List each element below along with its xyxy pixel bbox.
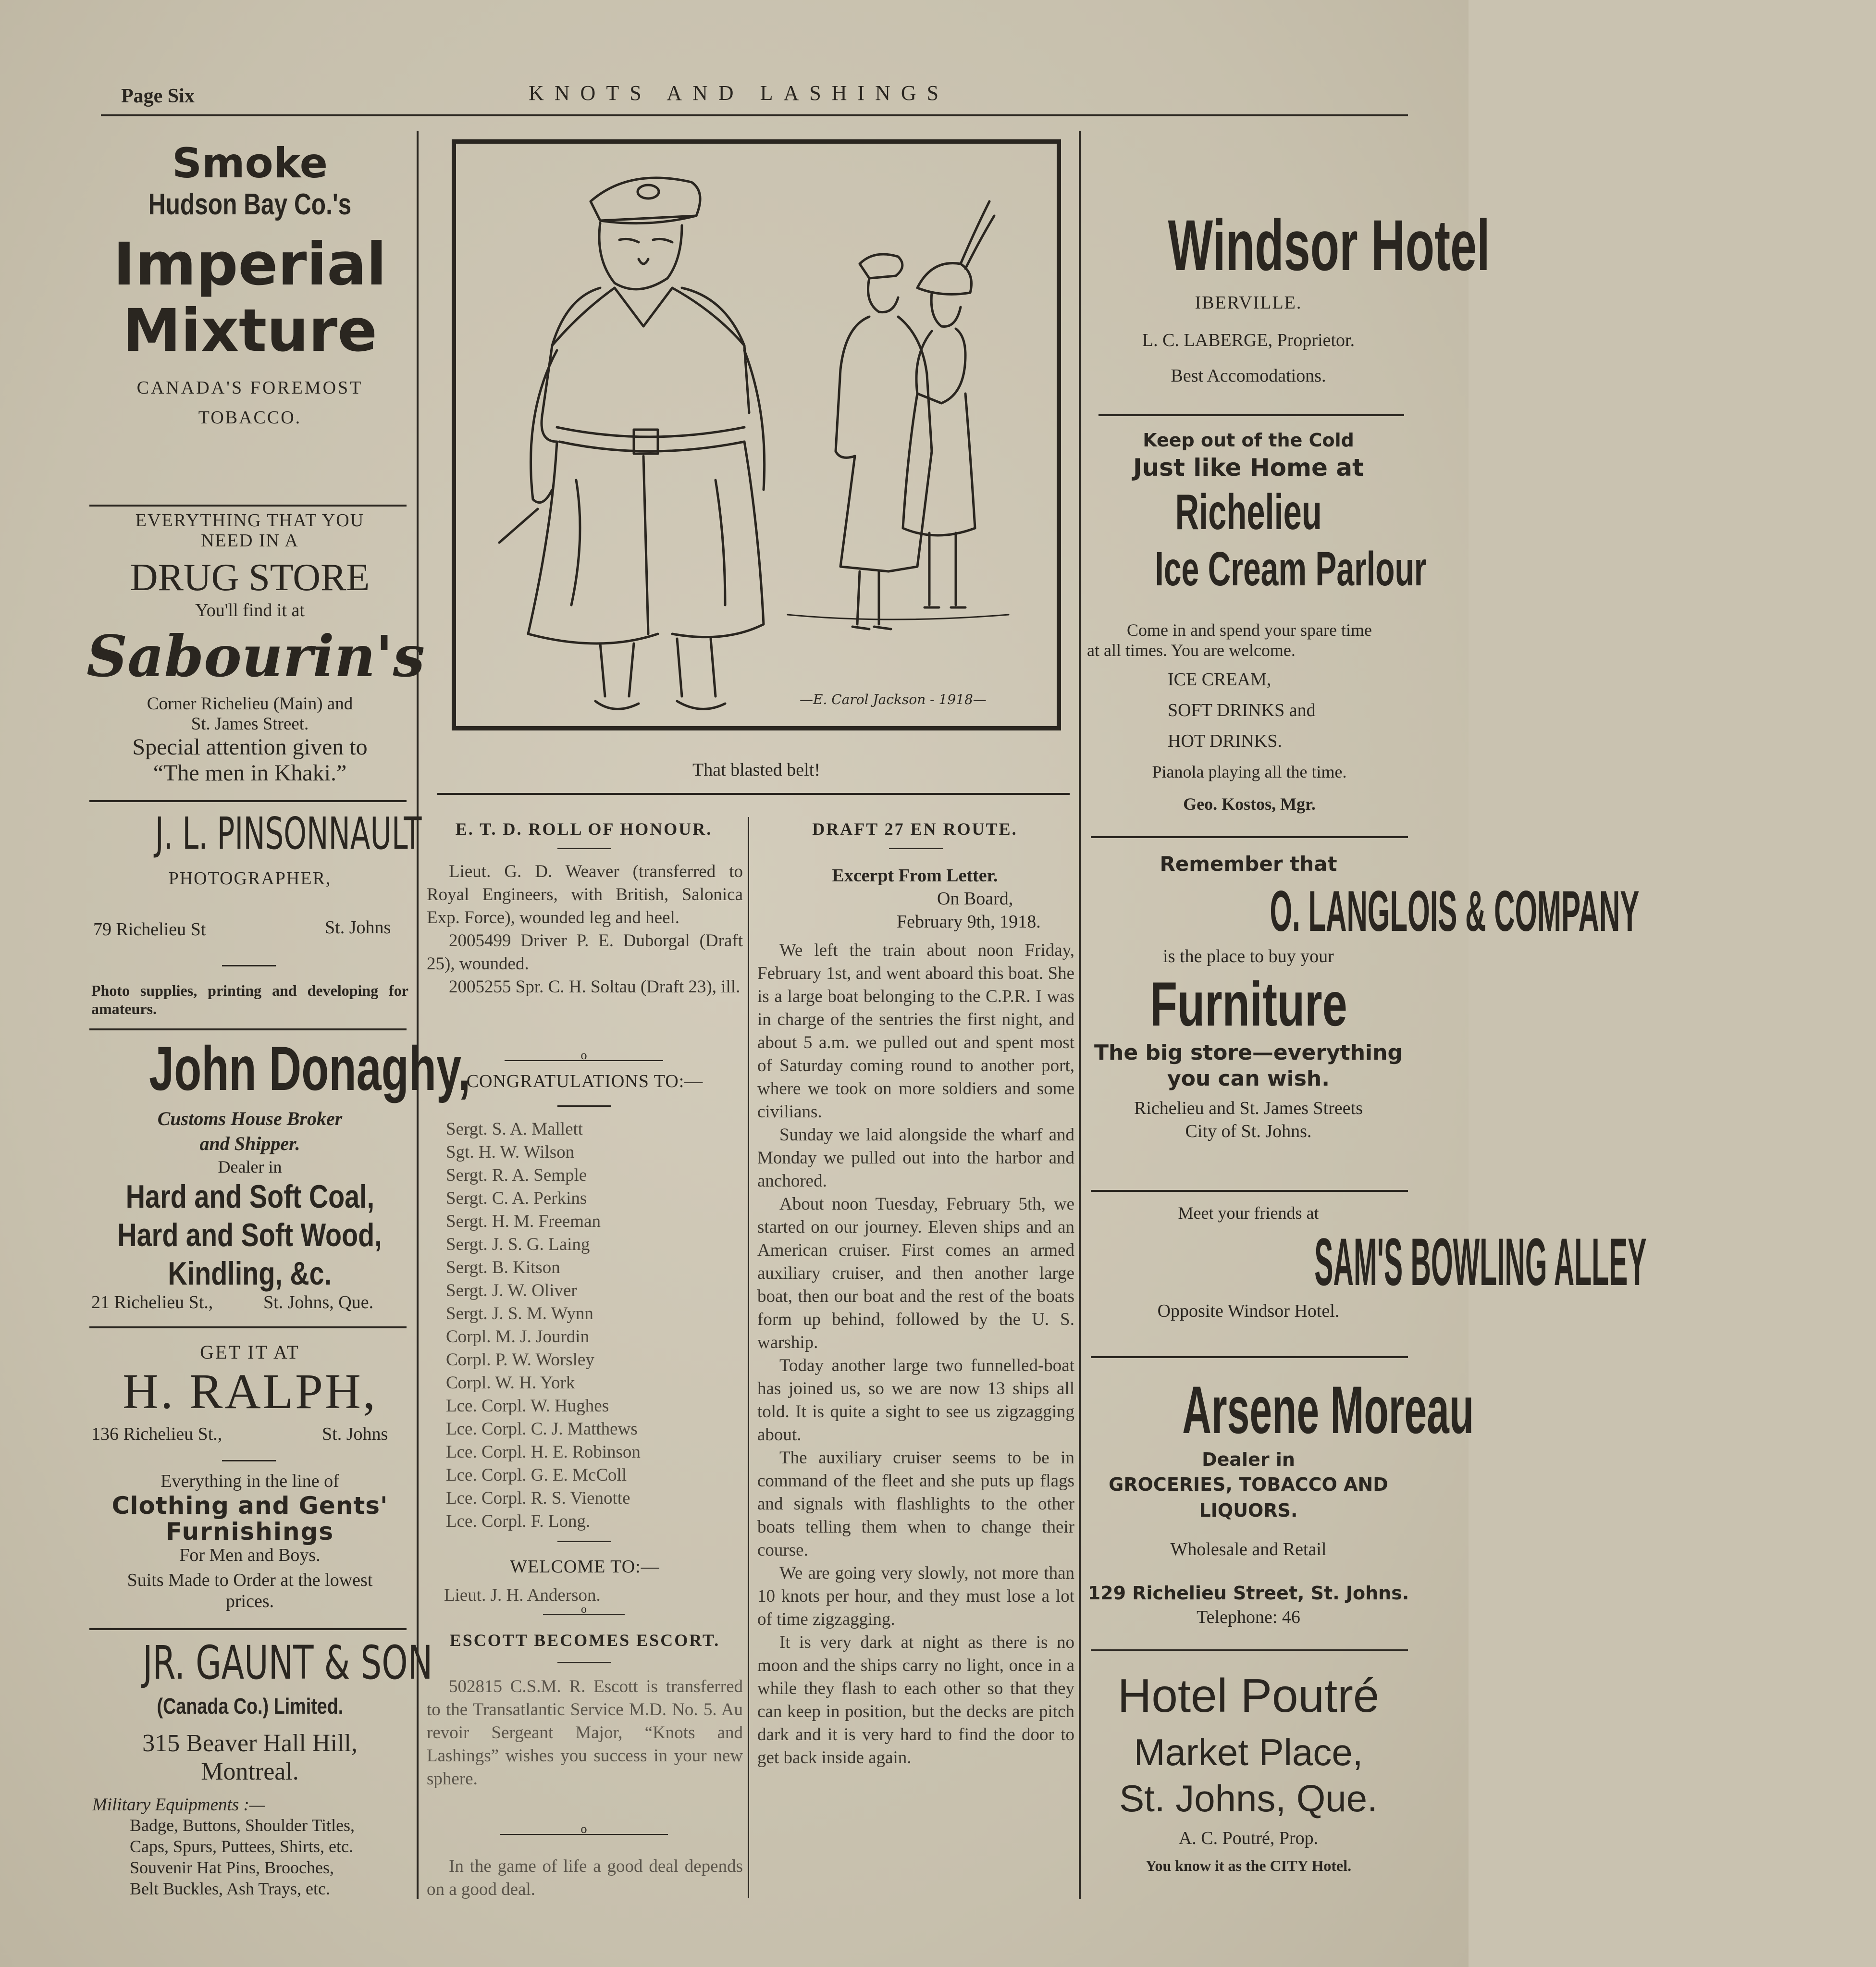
ad-bowling (1085, 1201, 1647, 1323)
rule-left-2 (89, 800, 407, 802)
congrats-name: Sergt. C. A. Perkins (446, 1188, 587, 1208)
ad-windsor-line2: L. C. LABERGE, Proprietor. (1142, 330, 1355, 350)
draft-line2: February 9th, 1918. (897, 912, 1041, 932)
ad-donaghy-line1: Customs House Broker (157, 1108, 343, 1129)
congrats-name: Lce. Corpl. F. Long. (446, 1511, 591, 1531)
ad-poutre-name: Hotel Poutré (1117, 1669, 1380, 1722)
cartoon-signature: —E. Carol Jackson - 1918— (800, 692, 987, 707)
congrats-heading: CONGRATULATIONS TO:— (466, 1071, 704, 1091)
rule-right-3 (1091, 1190, 1408, 1192)
ad-pinsonnault-addr: 79 Richelieu St (93, 919, 206, 940)
ad-smoke-line1: Smoke (172, 139, 328, 187)
ad-gaunt-line7: Souvenir Hat Pins, Brooches, (130, 1858, 334, 1877)
ad-moreau-line3: LIQUORS. (1199, 1500, 1298, 1521)
congrats-name: Sgt. H. W. Wilson (446, 1142, 575, 1162)
ad-drug-line7: St. James Street. (191, 714, 309, 734)
congrats-name: Lce. Corpl. H. E. Robinson (446, 1442, 641, 1462)
congrats-name: Corpl. P. W. Worsley (446, 1350, 594, 1370)
draft-body (757, 939, 1074, 1769)
ad-drug-line8: Special attention given to (132, 734, 368, 760)
ad-moreau-line1: Dealer in (1202, 1449, 1295, 1470)
ad-smoke (86, 139, 413, 428)
ad-ralph-addr: 136 Richelieu St., (91, 1424, 222, 1444)
ad-langlois-line2: is the place to buy your (1163, 946, 1334, 966)
ad-richelieu-line9: HOT DRINKS. (1168, 731, 1282, 751)
ad-drug-title: DRUG STORE (130, 557, 370, 599)
ad-drugstore (86, 510, 425, 786)
draft-para: Today another large two funnelled-boat has joined us, so we are now 13 ships all told. It is quite a sight to see us zigzagging about. (757, 1356, 1074, 1445)
draft-line1: On Board, (937, 889, 1013, 909)
ad-ralph-body (86, 1470, 413, 1612)
honour-para: 2005499 Driver P. E. Duborgal (Draft 25), wounded. (427, 931, 743, 974)
ad-pinsonnault-role: PHOTOGRAPHER, (168, 868, 332, 889)
ad-poutre-line2: St. Johns, Que. (1119, 1777, 1378, 1819)
escott-para: 502815 C.S.M. R. Escott is transferred to the Transatlantic Service M.D. No. 5. Au revoir Sergeant Major, “Knots and Lashings” wishes you success in your new sphere. (427, 1677, 743, 1789)
ad-pinsonnault-city: St. Johns (325, 917, 391, 938)
congrats-name: Sergt. J. S. M. Wynn (446, 1304, 593, 1324)
rule-left-5 (89, 1628, 407, 1630)
draft-para: We are going very slowly, not more than 10 knots per hour, and they must lose a lot of time zigzagging. (757, 1563, 1074, 1629)
ad-bowling-line1: Meet your friends at (1178, 1203, 1319, 1223)
ad-richelieu-line2: Just like Home at (1133, 454, 1364, 482)
ad-langlois-line6: Richelieu and St. James Streets (1134, 1098, 1363, 1118)
rule-mid-top (437, 793, 1070, 795)
ad-langlois-line7: City of St. Johns. (1185, 1121, 1312, 1141)
welcome-heading: WELCOME TO:— (510, 1557, 660, 1577)
ad-langlois-line5: you can wish. (1167, 1066, 1330, 1091)
rule-left-3 (89, 1028, 407, 1030)
column-rule-right (1079, 131, 1081, 1899)
masthead-title: KNOTS AND LASHINGS (529, 81, 950, 105)
ad-bowling-line2: Opposite Windsor Hotel. (1157, 1301, 1340, 1321)
rule-short-1 (222, 965, 276, 966)
congrats-name: Lce. Corpl. G. E. McColl (446, 1465, 627, 1485)
ad-langlois-name: O. LANGLOIS & COMPANY (1270, 879, 1640, 943)
ad-moreau-line6: Telephone: 46 (1197, 1607, 1300, 1627)
ad-smoke-line6: TOBACCO. (198, 408, 302, 428)
ad-donaghy-city: St. Johns, Que. (263, 1292, 374, 1312)
ad-drug-line9: “The men in Khaki.” (153, 760, 347, 786)
ad-smoke-imperial: Imperial (113, 230, 387, 298)
cartoon-caption: That blasted belt! (692, 760, 820, 780)
ad-gaunt (86, 1634, 433, 1786)
welcome-name: Lieut. J. H. Anderson. (444, 1585, 601, 1605)
ad-gaunt-line1: (Canada Co.) Limited. (157, 1694, 343, 1719)
draft-title-rule (889, 848, 943, 849)
ad-richelieu-line4: Ice Cream Parlour (1155, 542, 1427, 596)
draft-title: DRAFT 27 EN ROUTE. (812, 819, 1018, 839)
escott-text (427, 1675, 743, 1791)
honour-para: 2005255 Spr. C. H. Soltau (Draft 23), ill. (449, 977, 741, 997)
ad-poutre-line1: Market Place, (1134, 1731, 1363, 1773)
honour-sep-1: o (505, 1051, 663, 1061)
ad-moreau-name: Arsene Moreau (1182, 1372, 1474, 1447)
ad-richelieu-line1: Keep out of the Cold (1143, 430, 1354, 451)
ad-donaghy (86, 1033, 471, 1293)
ad-drug-line1: EVERYTHING THAT YOU (135, 510, 365, 531)
ad-windsor-line3: Best Accomodations. (1171, 366, 1326, 386)
rule-right-2 (1091, 836, 1408, 838)
honour-notices (427, 860, 743, 999)
congrats-name: Sergt. S. A. Mallett (446, 1119, 583, 1139)
ad-langlois-line4: The big store—everything (1094, 1040, 1403, 1065)
ad-moreau-line4: Wholesale and Retail (1170, 1539, 1327, 1559)
ad-smoke-line2: Hudson Bay Co.'s (148, 188, 352, 221)
draft-para: It is very dark at night as there is no moon and the ships carry no light, once in a while they flash to each other so that they can keep in position, but the decks are pitch dark and it is very hard to find the door to get back inside again. (757, 1633, 1074, 1768)
ad-gaunt-line3: Montreal. (201, 1758, 299, 1785)
ad-windsor-line1: IBERVILLE. (1195, 293, 1302, 313)
ad-poutre-line4: You know it as the CITY Hotel. (1145, 1857, 1352, 1874)
rule-right-1 (1098, 414, 1404, 416)
ad-donaghy-line5: Hard and Soft Wood, (117, 1217, 383, 1253)
header-rule (101, 114, 1408, 116)
congrats-rule (557, 1105, 611, 1107)
ad-smoke-mixture: Mixture (123, 297, 377, 365)
ad-gaunt-line5: Badge, Buttons, Shoulder Titles, (130, 1816, 355, 1835)
ad-richelieu (1085, 428, 1427, 596)
ad-gaunt-line6: Caps, Spurs, Puttees, Shirts, etc. (130, 1837, 353, 1856)
ad-donaghy-name: John Donaghy, (149, 1033, 471, 1103)
welcome-rule (557, 1541, 611, 1542)
honour-para: Lieut. G. D. Weaver (transferred to Royal Engineers, with British, Salonica Exp. Force), wounded leg and heel. (427, 862, 743, 928)
page-number: Page Six (121, 85, 195, 107)
closing-para: In the game of life a good deal depends on a good deal. (427, 1856, 743, 1899)
ad-donaghy-line2: and Shipper. (199, 1133, 300, 1154)
ad-poutre-line3: A. C. Poutré, Prop. (1178, 1828, 1319, 1848)
congrats-name: Sergt. R. A. Semple (446, 1165, 587, 1185)
ad-ralph-line4: Furnishings (165, 1518, 334, 1546)
congrats-name: Lce. Corpl. C. J. Matthews (446, 1419, 638, 1439)
ad-poutre (1085, 1667, 1412, 1876)
ad-donaghy-line4: Hard and Soft Coal, (125, 1178, 374, 1215)
draft-para: Sunday we laid alongside the wharf and Monday we pulled out into the harbor and anchored. (757, 1125, 1074, 1191)
ad-richelieu-line8: SOFT DRINKS and (1168, 700, 1316, 720)
rule-right-5 (1091, 1649, 1408, 1651)
ad-ralph-name: H. RALPH, (122, 1364, 378, 1419)
ad-donaghy-addr: 21 Richelieu St., (91, 1292, 213, 1312)
congrats-name: Sergt. J. W. Oliver (446, 1281, 577, 1300)
ad-moreau (1085, 1372, 1474, 1629)
ad-bowling-name: SAM'S BOWLING ALLEY (1314, 1224, 1647, 1299)
ad-langlois (1085, 851, 1640, 1143)
draft-para: We left the train about noon Friday, February 1st, and went aboard this boat. She is a large boat belonging to the C.P.R. I was in charge of the sentries the first night, and about 5 a.m. we pulled out and spent most of Saturday coming round to another port, where we took on more soldiers and some civilians. (757, 940, 1074, 1122)
ad-langlois-line3: Furniture (1149, 969, 1347, 1039)
rule-short-2 (222, 1460, 276, 1461)
honour-title: E. T. D. ROLL OF HONOUR. (455, 819, 713, 839)
escott-rule (557, 1662, 611, 1663)
ad-ralph-line6: Suits Made to Order at the lowest (127, 1570, 373, 1590)
draft-subtitle: Excerpt From Letter. (832, 866, 998, 886)
ad-windsor (1085, 205, 1490, 387)
ad-richelieu-body (1087, 620, 1412, 821)
ad-drug-line4: You'll find it at (195, 600, 305, 620)
honour-title-rule (557, 848, 611, 849)
rule-right-4 (1091, 1356, 1408, 1358)
congrats-name: Sergt. B. Kitson (446, 1258, 560, 1277)
ad-donaghy-line3: Dealer in (218, 1157, 282, 1176)
ad-ralph-city: St. Johns (322, 1424, 388, 1444)
congrats-name: Corpl. M. J. Jourdin (446, 1327, 590, 1347)
ad-ralph-line2: Everything in the line of (160, 1471, 339, 1491)
escott-title: ESCOTT BECOMES ESCORT. (449, 1631, 720, 1650)
ad-pinsonnault-name: J. L. PINSONNAULT (155, 808, 422, 859)
ad-richelieu-line3: Richelieu (1175, 484, 1322, 540)
ad-ralph (86, 1341, 413, 1420)
cartoon-frame (452, 139, 1061, 730)
ad-gaunt-line4: Military Equipments :— (92, 1795, 265, 1815)
congrats-name: Sergt. J. S. G. Laing (446, 1235, 590, 1254)
ad-pinsonnault (86, 807, 422, 889)
ad-smoke-line5: CANADA'S FOREMOST (136, 378, 363, 398)
ad-drug-sabourin: Sabourin's (86, 623, 425, 690)
ad-richelieu-line11: Geo. Kostos, Mgr. (1183, 794, 1316, 814)
ad-ralph-line7: prices. (225, 1591, 274, 1611)
ad-moreau-line5: 129 Richelieu Street, St. Johns. (1087, 1583, 1409, 1604)
draft-para: The auxiliary cruiser seems to be in command of the fleet and she puts up flags and signals with flashlights to the other boats telling them when to change their course. (757, 1448, 1074, 1560)
ad-gaunt-line2: 315 Beaver Hall Hill, (142, 1730, 358, 1757)
ad-ralph-line5: For Men and Boys. (179, 1545, 321, 1565)
ad-gaunt-list (130, 1815, 418, 1899)
ad-richelieu-line5: Come in and spend your spare time (1127, 620, 1372, 640)
closing-text (427, 1855, 743, 1901)
ad-moreau-line2: GROCERIES, TOBACCO AND (1109, 1474, 1388, 1495)
rule-left-1 (89, 505, 407, 507)
ad-richelieu-line7: ICE CREAM, (1168, 669, 1271, 690)
ad-drug-line6: Corner Richelieu (Main) and (147, 694, 353, 714)
ad-drug-line2: NEED IN A (201, 531, 299, 551)
rule-left-4 (89, 1326, 407, 1328)
draft-para: About noon Tuesday, February 5th, we started on our journey. Eleven ships and an American cruiser. First comes an armed auxiliary cruiser, and then another large boat, then our boat and the rest of the boats form up behind, followed by the U. S. warship. (757, 1194, 1074, 1352)
ad-donaghy-line6: Kindling, &c. (168, 1255, 332, 1292)
congrats-name: Sergt. H. M. Freeman (446, 1212, 601, 1231)
honour-sep-2: o (543, 1605, 625, 1615)
congrats-name: Lce. Corpl. R. S. Vienotte (446, 1488, 630, 1508)
ad-gaunt-line8: Belt Buckles, Ash Trays, etc. (130, 1879, 331, 1898)
congrats-name: Corpl. W. H. York (446, 1373, 575, 1393)
cartoon-illustration (456, 144, 1057, 726)
ad-gaunt-name: JR. GAUNT & SON (143, 1636, 433, 1690)
ad-richelieu-line6: at all times. You are welcome. (1087, 641, 1296, 660)
column-rule-middle (748, 817, 749, 1898)
ad-windsor-name: Windsor Hotel (1168, 205, 1490, 285)
ad-pinsonnault-note: Photo supplies, printing and developing for amateurs. (91, 982, 408, 1017)
ad-ralph-line1: GET IT AT (200, 1341, 300, 1363)
ad-ralph-line3: Clothing and Gents' (111, 1492, 388, 1520)
congrats-list (446, 1118, 734, 1533)
ad-langlois-line1: Remember that (1160, 852, 1337, 876)
congrats-name: Lce. Corpl. W. Hughes (446, 1396, 609, 1416)
honour-sep-3: o (500, 1824, 668, 1835)
ad-richelieu-line10: Pianola playing all the time. (1152, 762, 1347, 781)
